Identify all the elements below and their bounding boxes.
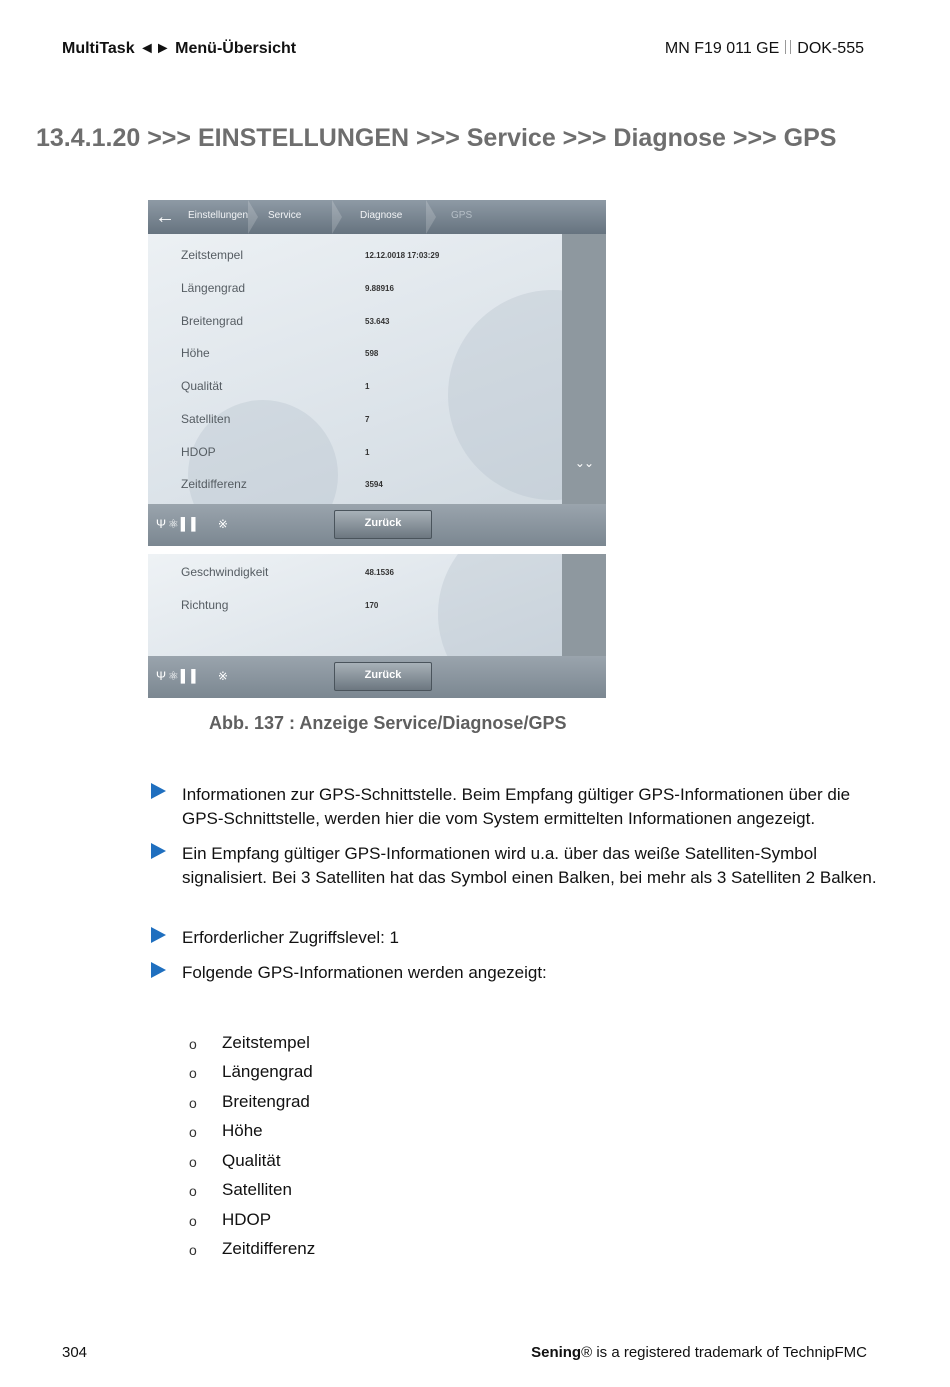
row-label-qualitaet: Qualität — [181, 379, 223, 393]
status-bar — [148, 656, 606, 698]
bullet-arrow-icon — [151, 783, 166, 799]
breadcrumb-einstellungen[interactable]: Einstellungen — [188, 210, 249, 221]
scrollbar[interactable] — [562, 234, 606, 504]
row-value-zeitdifferenz: 3594 — [365, 480, 383, 489]
breadcrumb-separator — [248, 200, 258, 234]
list-marker: o — [189, 1242, 197, 1258]
row-label-geschwindigkeit: Geschwindigkeit — [181, 565, 269, 579]
bullet-text: Ein Empfang gültiger GPS-Informationen wird u.a. über das weiße Satelliten-Symbol signalisiert. Bei 3 Satelliten hat das Symbol einen Balken, bei mehr als 3 Satelliten 2 Balken. — [182, 844, 877, 887]
bullet-arrow-icon — [151, 843, 166, 859]
breadcrumb-service[interactable]: Service — [268, 210, 302, 221]
bullet-text: Informationen zur GPS-Schnittstelle. Beim Empfang gültiger GPS-Informationen über die GPS-Schnittstelle, werden hier die vom System ermittelten Informationen angezeigt. — [182, 785, 851, 828]
list-marker: o — [189, 1154, 197, 1170]
status-bar — [148, 504, 606, 546]
header-title: MultiTask ◄► Menü-Übersicht — [62, 40, 297, 57]
page-number: 304 — [62, 1344, 88, 1361]
list-item: Längengrad — [222, 1062, 313, 1081]
back-button[interactable]: Zurück — [334, 510, 432, 539]
row-label-satelliten: Satelliten — [181, 412, 231, 426]
breadcrumb — [148, 200, 606, 234]
scrollbar[interactable] — [562, 554, 606, 656]
list-marker: o — [189, 1065, 197, 1081]
row-label-zeitstempel: Zeitstempel — [181, 248, 244, 262]
signal-icon: ▌▌ — [180, 517, 202, 531]
list-marker: o — [189, 1213, 197, 1229]
doc-id: DOK-555 — [797, 40, 864, 57]
list-item: Breitengrad — [222, 1092, 310, 1111]
list-item: Höhe — [222, 1121, 263, 1140]
list-item: Zeitdifferenz — [222, 1239, 316, 1258]
list-marker: o — [189, 1183, 197, 1199]
row-value-zeitstempel: 12.12.0018 17:03:29 — [365, 251, 440, 260]
row-value-hoehe: 598 — [365, 349, 379, 358]
row-value-satelliten: 7 — [365, 415, 370, 424]
breadcrumb-separator — [426, 200, 436, 234]
breadcrumb-gps: GPS — [451, 210, 473, 221]
separator — [785, 40, 791, 54]
list-item: HDOP — [222, 1210, 272, 1229]
header-doc-ref — [665, 40, 864, 58]
list-item: Zeitstempel — [222, 1033, 310, 1052]
trademark-text: ® is a registered trademark of TechnipFMC — [581, 1344, 867, 1361]
status-icons — [156, 517, 230, 531]
brand-name: Sening — [531, 1344, 582, 1361]
chevron-down-icon[interactable]: ⌄⌄ — [574, 456, 593, 470]
list-marker: o — [189, 1095, 197, 1111]
row-value-breitengrad: 53.643 — [365, 317, 390, 326]
figure-caption: Abb. 137 : Anzeige Service/Diagnose/GPS — [209, 713, 567, 733]
list-marker: o — [189, 1124, 197, 1140]
device-screen-page1 — [148, 200, 606, 546]
row-label-laengengrad: Längengrad — [181, 281, 246, 295]
signal-icon: ▌▌ — [180, 669, 202, 683]
device-screen-page2 — [148, 554, 606, 698]
row-label-breitengrad: Breitengrad — [181, 314, 244, 328]
row-label-hoehe: Höhe — [181, 346, 210, 360]
arrow-left-icon[interactable]: ← — [155, 206, 175, 228]
usb-icon: Ψ — [156, 517, 169, 531]
back-button[interactable]: Zurück — [334, 662, 432, 691]
row-value-hdop: 1 — [365, 448, 370, 457]
row-label-hdop: HDOP — [181, 445, 216, 459]
satellite-icon: ⚛ — [168, 517, 181, 531]
bullet-text: Folgende GPS-Informationen werden angezeigt: — [182, 963, 547, 982]
list-item: Qualität — [222, 1151, 281, 1170]
row-label-zeitdifferenz: Zeitdifferenz — [181, 477, 247, 491]
row-value-geschwindigkeit: 48.1536 — [365, 568, 394, 577]
satellite-icon: ⚛ — [168, 669, 181, 683]
section-title: 13.4.1.20 >>> EINSTELLUNGEN >>> Service >>> Diagnose >>> GPS — [36, 124, 837, 152]
doc-number: MN F19 011 GE — [664, 40, 780, 57]
row-value-richtung: 170 — [365, 601, 379, 610]
bullet-arrow-icon — [151, 927, 166, 943]
row-value-qualitaet: 1 — [365, 382, 370, 391]
trademark-notice — [531, 1344, 867, 1361]
bluetooth-icon: ※ — [217, 669, 230, 683]
row-label-richtung: Richtung — [181, 598, 229, 612]
bullet-text: Erforderlicher Zugriffslevel: 1 — [182, 928, 399, 947]
row-value-laengengrad: 9.88916 — [365, 284, 394, 293]
breadcrumb-diagnose[interactable]: Diagnose — [360, 210, 403, 221]
usb-icon: Ψ — [156, 669, 169, 683]
bullet-arrow-icon — [151, 962, 166, 978]
breadcrumb-separator — [332, 200, 342, 234]
status-icons — [156, 669, 230, 683]
list-item: Satelliten — [222, 1180, 292, 1199]
bluetooth-icon: ※ — [217, 517, 230, 531]
list-marker: o — [189, 1036, 197, 1052]
